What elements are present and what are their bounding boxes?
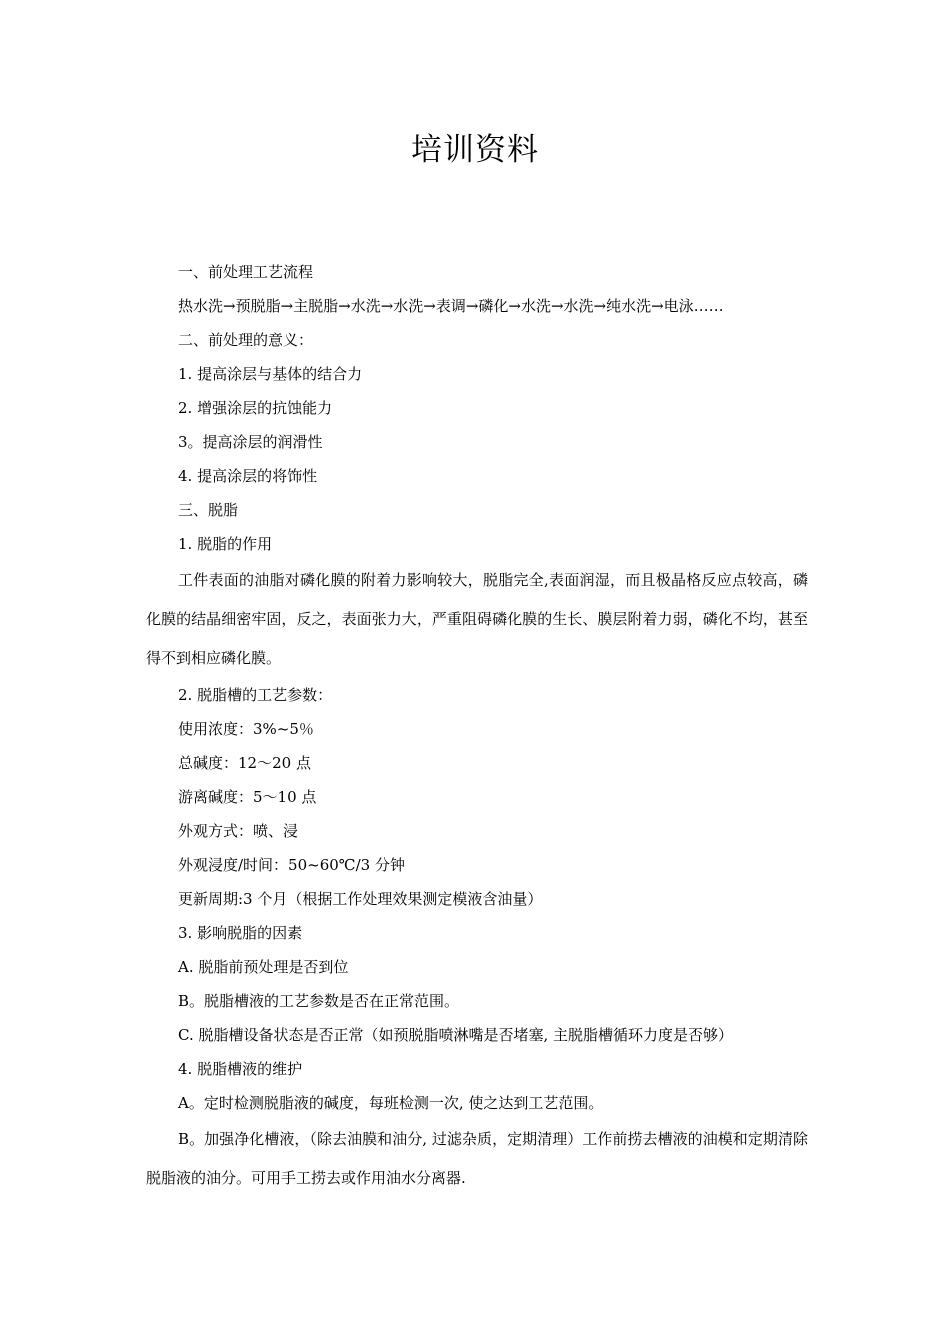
- parameter-line: 更新周期:3 个月（根据工作处理效果测定模液含油量）: [178, 890, 543, 908]
- subheading: 2. 脱脂槽的工艺参数：: [178, 686, 333, 704]
- list-item: 4. 提高涂层的将饰性: [178, 467, 318, 485]
- parameter-line: 外观浸度/时间：50~60℃/3 分钟: [178, 856, 405, 874]
- parameter-line: 游离碱度：5～10 点: [178, 788, 317, 806]
- parameter-line: 外观方式：喷、浸: [178, 822, 299, 840]
- section-heading-1: 一、前处理工艺流程: [178, 263, 314, 281]
- section-heading-2: 二、前处理的意义：: [178, 331, 314, 349]
- subheading: 4. 脱脂槽液的维护: [178, 1060, 303, 1078]
- list-item: 2. 增强涂层的抗蚀能力: [178, 399, 333, 417]
- body-paragraph: 工件表面的油脂对磷化膜的附着力影响较大，脱脂完全,表面润湿，而且极晶格反应点较高，磷化膜的结晶细密牢固，反之，表面张力大，严重阻碍磷化膜的生长、膜层附着力弱，磷化不均，甚至得不到相应磷化膜。: [146, 571, 808, 667]
- parameter-line: 总碱度：12～20 点: [178, 754, 311, 772]
- process-flow-paragraph: 热水洗→预脱脂→主脱脂→水洗→水洗→表调→磷化→水洗→水洗→纯水洗→电泳……: [178, 297, 724, 315]
- document-body: [146, 255, 808, 1198]
- list-item: C. 脱脂槽设备状态是否正常（如预脱脂喷淋嘴是否堵塞, 主脱脂槽循环力度是否够）: [178, 1026, 734, 1044]
- parameter-line: 使用浓度：3%~5％: [178, 720, 314, 738]
- list-item: B。脱脂槽液的工艺参数是否在正常范围。: [178, 992, 460, 1010]
- subheading: 3. 影响脱脂的因素: [178, 924, 303, 942]
- list-item: A. 脱脂前预处理是否到位: [178, 958, 349, 976]
- body-paragraph: B。加强净化槽液，（除去油膜和油分, 过滤杂质，定期清理）工作前捞去槽液的油模和定期清除脱脂液的油分。可用手工捞去或作用油水分离器.: [146, 1130, 808, 1187]
- list-item: 1. 提高涂层与基体的结合力: [178, 365, 363, 383]
- list-item: 3。提高涂层的润滑性: [178, 433, 323, 451]
- section-heading-3: 三、脱脂: [178, 501, 239, 519]
- subheading: 1. 脱脂的作用: [178, 535, 273, 553]
- document-title: 培训资料: [411, 132, 539, 168]
- list-item: A。定时检测脱脂液的碱度，每班检测一次, 使之达到工艺范围。: [178, 1094, 604, 1112]
